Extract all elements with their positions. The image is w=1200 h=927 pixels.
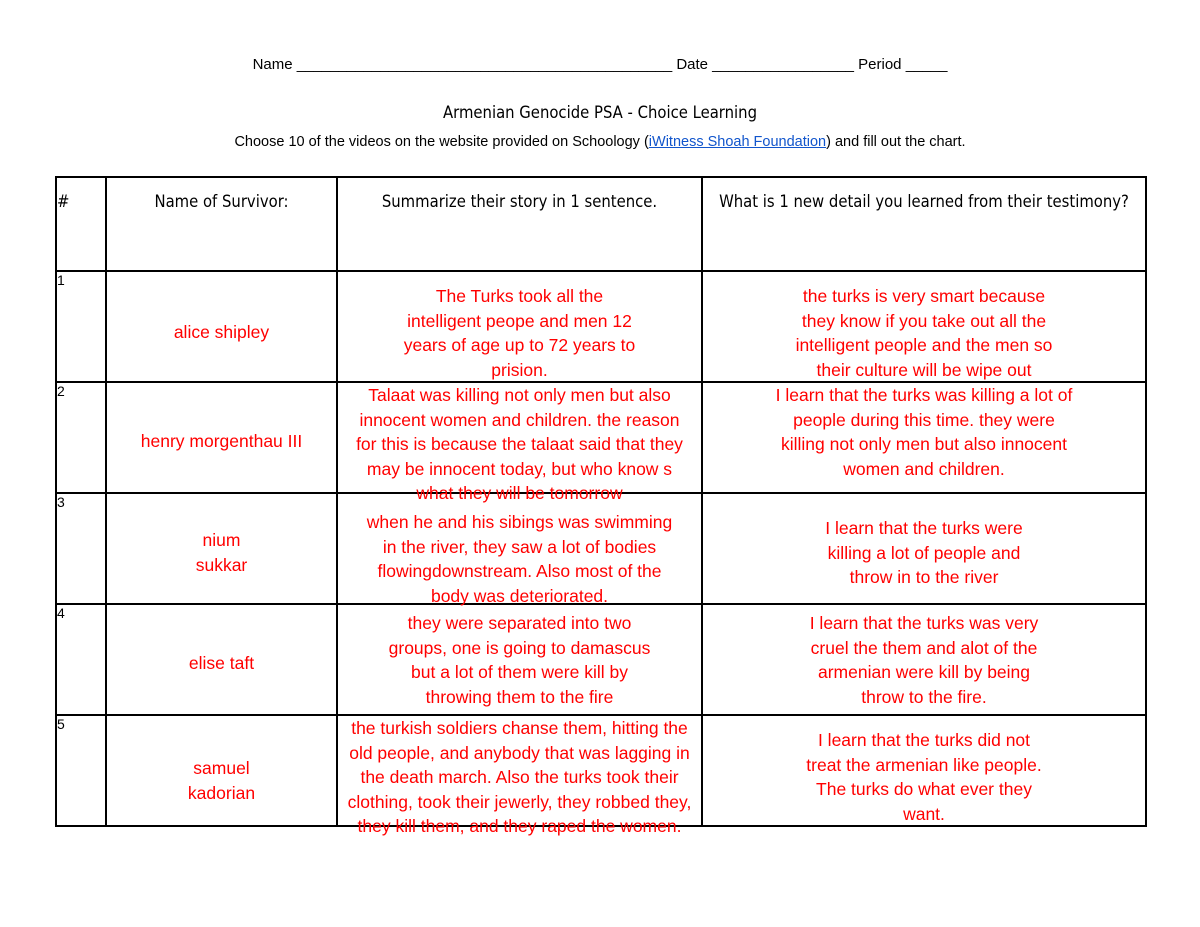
- story-summary-cell: [337, 493, 702, 604]
- table-row: [56, 271, 1146, 382]
- row-number: 4: [56, 604, 106, 715]
- story-summary: they were separated into two groups, one is going to damascus but a lot of them were kill by throwing them to the fire: [388, 613, 651, 707]
- new-detail-cell: [702, 604, 1146, 715]
- story-summary: Talaat was killing not only men but also innocent women and children. the reason for this is because the talaat said that they may be innocent today, but who know s what they will be tomorrow: [356, 385, 683, 503]
- header-number: #: [56, 177, 106, 271]
- table-row: [56, 382, 1146, 493]
- story-summary-cell: [337, 382, 702, 503]
- survivor-name-cell: [106, 493, 337, 604]
- new-detail: I learn that the turks were killing a lot of people and throw in to the river: [825, 518, 1023, 587]
- story-summary: the turkish soldiers chanse them, hitting the old people, and anybody that was lagging in the death march. Also the turks took their clothing, took their jewerly, they robbed they, they kill them, and they raped the women.: [347, 718, 692, 836]
- story-summary-cell: [337, 604, 702, 715]
- new-detail: I learn that the turks was very cruel the them and alot of the armenian were kill by being throw to the fire.: [809, 613, 1039, 707]
- new-detail-cell: [702, 271, 1146, 382]
- survivor-name: samuel kadorian: [187, 758, 256, 803]
- header-summary: Summarize their story in 1 sentence.: [337, 177, 702, 271]
- new-detail-cell: [702, 715, 1146, 826]
- header-name-of-survivor: Name of Survivor:: [106, 177, 337, 271]
- table-row: [56, 604, 1146, 715]
- iwitness-link[interactable]: iWitness Shoah Foundation: [648, 134, 827, 150]
- instructions-text-before: Choose 10 of the videos on the website provided on Schoology (: [234, 134, 649, 150]
- row-number: 5: [56, 715, 106, 826]
- survivor-name-cell: [106, 271, 337, 382]
- story-summary-cell: [337, 715, 702, 836]
- header-new-detail: What is 1 new detail you learned from their testimony?: [702, 177, 1146, 271]
- survivor-name: nium sukkar: [195, 530, 248, 575]
- table-row: [56, 493, 1146, 604]
- row-number: 1: [56, 271, 106, 382]
- new-detail-cell: [702, 382, 1146, 493]
- survivor-name-cell: [106, 382, 337, 493]
- survivor-name: elise taft: [188, 653, 255, 673]
- survivor-name-cell: [106, 604, 337, 715]
- table-row: [56, 715, 1146, 826]
- story-summary: The Turks took all the intelligent peope and men 12 years of age up to 72 years to prision.: [403, 286, 636, 380]
- survivor-name: alice shipley: [173, 322, 270, 342]
- instructions: [0, 134, 1200, 150]
- row-number: 3: [56, 493, 106, 604]
- name-date-period-line: Name _____________________________________________ Date _________________ Period _____: [252, 56, 948, 73]
- story-summary: when he and his sibings was swimming in the river, they saw a lot of bodies flowingdownstream. Also most of the body was deteriorated.: [366, 512, 673, 606]
- new-detail: I learn that the turks was killing a lot of people during this time. they were killing not only men but also innocent women and children.: [775, 385, 1073, 479]
- new-detail-cell: [702, 493, 1146, 604]
- story-summary-cell: [337, 271, 702, 382]
- new-detail: I learn that the turks did not treat the armenian like people. The turks do what ever they want.: [806, 730, 1042, 824]
- instructions-text-after: ) and fill out the chart.: [826, 134, 966, 150]
- survivor-name-cell: [106, 715, 337, 826]
- survivor-name: henry morgenthau III: [140, 431, 303, 451]
- row-number: 2: [56, 382, 106, 493]
- new-detail: the turks is very smart because they know if you take out all the intelligent people and the men so their culture will be wipe out: [795, 286, 1053, 380]
- chart-header-row: [56, 177, 1146, 271]
- survivor-chart: [55, 176, 1147, 836]
- page-title: Armenian Genocide PSA - Choice Learning: [442, 103, 757, 122]
